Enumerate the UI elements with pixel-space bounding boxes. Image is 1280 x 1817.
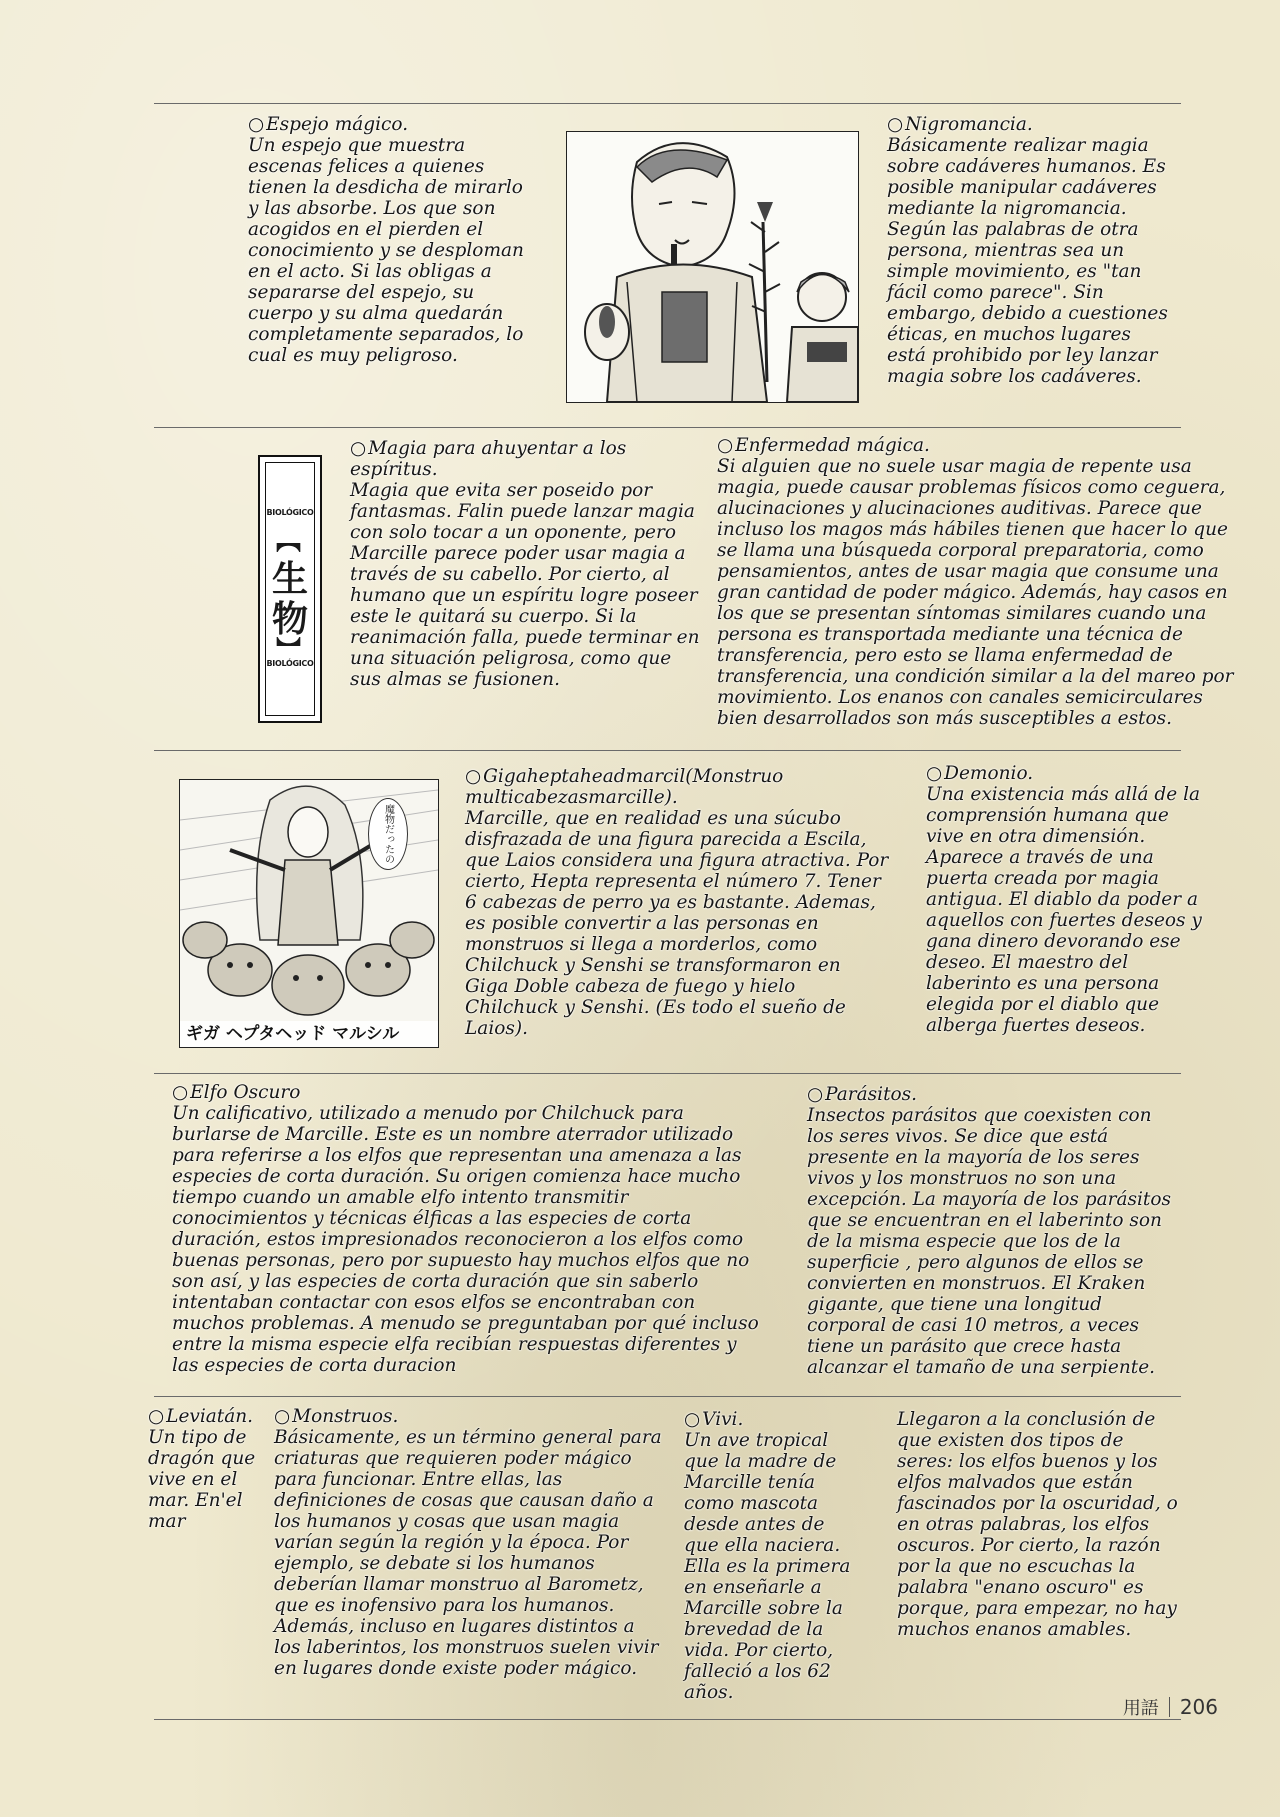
divider-rule [154,103,1181,104]
page-number: 206 [1179,1695,1218,1719]
tag-label-top: BIOLÓGICO [266,508,314,517]
manga-panel-chilchuck-marcille [566,131,859,403]
entry-espejo-magico [248,114,530,366]
entry-title: ○ Nigromancia. [887,114,1169,135]
tag-bracket-close: 】 [273,636,302,661]
panel-caption: ギガ ヘプタヘッド マルシル [180,1021,438,1047]
entry-title: ○ Parásitos. [807,1084,1179,1105]
entry-title: ○ Demonio. [926,763,1208,784]
entry-body: Un espejo que muestra escenas felices a quienes tienen la desdicha de mirarlo y las absorbe. Los que son acogidos en el pierden el conocimiento y se desploman en el acto. Si las obligas a separarse del espejo, su cuerpo y su alma quedarán completamente separados, lo cual es muy peligroso. [248,135,524,366]
entry-title: ○ Espejo mágico. [248,114,530,135]
entry-body: Llegaron a la conclusión de que existen dos tipos de seres: los elfos buenos y los elfos malvados que están fascinados por la oscuridad, o en otras palabras, los elfos oscuros. Por cierto, la razón por la que no escuchas la palabra "enano oscuro" es porque, para empezar, no hay muchos enanos amables. [897,1409,1178,1640]
entry-body: Si alguien que no suele usar magia de repente usa magia, puede causar problemas físicos como ceguera, alucinaciones y alucinaciones auditivas. Parece que incluso los magos más hábiles tienen que hacer lo que se llama una búsqueda corporal preparatoria, como pensamientos, antes de usar magia que consume una gran cantidad de poder mágico. Además, hay casos en los que se presentan síntomas similares cuando una persona es transportada mediante una técnica de transferencia, pero esto se llama enfermedad de transferencia, una condición similar a la del mareo por movimiento. Los enanos con canales semicirculares bien desarrollados son más susceptibles a estos. [717,456,1234,729]
footer-separator [1169,1697,1170,1717]
tag-label-bottom: BIOLÓGICO [266,659,314,668]
entry-body: Básicamente, es un término general para criaturas que requieren poder mágico para funcionar. Entre ellas, las definiciones de cosas que causan daño a los humanos y cosas que usan magia varían según la región y la época. Por ejemplo, se debate si los humanos deberían llamar monstruo al Barometz, que es inofensivo para los humanos. Además, incluso en lugares distintos a los laberintos, los monstruos suelen vivir en lugares donde existe poder mágico. [274,1427,662,1679]
entry-demonio [926,763,1208,1036]
section-label: 用語 [1122,1698,1159,1719]
entry-enfermedad-magica [717,435,1237,729]
entry-title: ○ Magia para ahuyentar a los espíritus. [350,438,708,480]
entry-body: Un tipo de dragón que vive en el mar. En'el mar [148,1427,256,1532]
entry-title: ○ Vivi. [684,1409,860,1430]
manga-panel-gigaheptaheadmarcil [179,779,439,1048]
entry-body: Básicamente realizar magia sobre cadáveres humanos. Es posible manipular cadáveres mediante la nigromancia. Según las palabras de otra persona, mientras sea un simple movimiento, es "tan fácil como parece". Sin embargo, debido a cuestiones éticas, en muchos lugares está prohibido por ley lanzar magia sobre los cadáveres. [887,135,1168,387]
tag-kanji-1: 生 [271,558,308,600]
entry-title: ○ Monstruos. [274,1406,666,1427]
entry-conclusion-elfos [897,1409,1179,1640]
entry-title: ○ Gigaheptaheadmarcil(Monstruo multicabezasmarcille). [465,766,890,808]
entry-body: Magia que evita ser poseido por fantasmas. Falin puede lanzar magia con solo tocar a un oponente, pero Marcille parece poder usar magia a través de su cabello. Por cierto, al humano que un espíritu logre poseer este le quitará su cuerpo. Si la reanimación falla, puede terminar en una situación peligrosa, como que sus almas se fusionen. [350,480,700,690]
entry-body: Un ave tropical que la madre de Marcille tenía como mascota desde antes de que ella naciera. Ella es la primera en enseñarle a Marcille sobre la brevedad de la vida. Por cierto, falleció a los 62 años. [684,1430,851,1703]
entry-leviatan [148,1406,258,1532]
page-footer [1123,1694,1218,1720]
tag-bracket-open: 【 [273,528,302,553]
entry-title: ○ Enfermedad mágica. [717,435,1237,456]
entry-body: Una existencia más allá de la comprensión humana que vive en otra dimensión. Aparece a través de una puerta creada por magia antigua. El diablo da poder a aquellos con fuertes deseos y gana dinero devorando ese deseo. El maestro del laberinto es una persona elegida por el diablo que alberga fuertes deseos. [926,784,1202,1036]
entry-magia-ahuyentar [350,438,708,690]
entry-title: ○ Leviatán. [148,1406,258,1427]
entry-body: Un calificativo, utilizado a menudo por Chilchuck para burlarse de Marcille. Este es un nombre aterrador utilizado para referirse a los elfos que representan una amenaza a las especies de corta duración. Su origen comienza hace mucho tiempo cuando un amable elfo intento transmitir conocimientos y técnicas élficas a las especies de corta duración, estos impresionados reconocieron a los elfos como buenas personas, pero por supuesto hay muchos elfos que no son así, y las especies de corta duración que sin saberlo intentaban contactar con esos elfos se encontraban con muchos problemas. A menudo se preguntaban por qué incluso entre la misma especie elfa recibían respuestas diferentes y las especies de corta duracion [172,1103,759,1376]
entry-body: Insectos parásitos que coexisten con los seres vivos. Se dice que está presente en la mayoría de los seres vivos y los monstruos no son una excepción. La mayoría de los parásitos que se encuentran en el laberinto son de la misma especie que los de la superficie , pero algunos de ellos se convierten en monstruos. El Kraken gigante, que tiene una longitud corporal de casi 10 metros, a veces tiene un parásito que crece hasta alcanzar el tamaño de una serpiente. [807,1105,1171,1378]
tag-kanji-2: 物 [271,598,308,640]
entry-elfo-oscuro [172,1082,760,1376]
entry-title: ○ Elfo Oscuro [172,1082,760,1103]
divider-rule [154,1396,1181,1397]
entry-monstruos [274,1406,666,1679]
entry-parasitos [807,1084,1179,1378]
divider-rule [154,1719,1181,1720]
entry-body: Marcille, que en realidad es una súcubo disfrazada de una figura parecida a Escila, que Laios considera una figura atractiva. Por cierto, Hepta representa el número 7. Tener 6 cabezas de perro ya es bastante. Ademas, es posible convertir a las personas en monstruos si llega a morderlos, como Chilchuck y Senshi se transformaron en Giga Doble cabeza de fuego y hielo Chilchuck y Senshi. (Es todo el sueño de Laios). [465,808,889,1039]
entry-vivi [684,1409,860,1703]
entry-gigaheptaheadmarcil [465,766,890,1039]
divider-rule [154,750,1181,751]
divider-rule [154,1073,1181,1074]
section-tag-biologico [258,455,322,723]
entry-nigromancia [887,114,1169,387]
manga-illustration [567,132,858,402]
speech-balloon: 魔物だったの [368,798,408,870]
divider-rule [154,427,1181,428]
